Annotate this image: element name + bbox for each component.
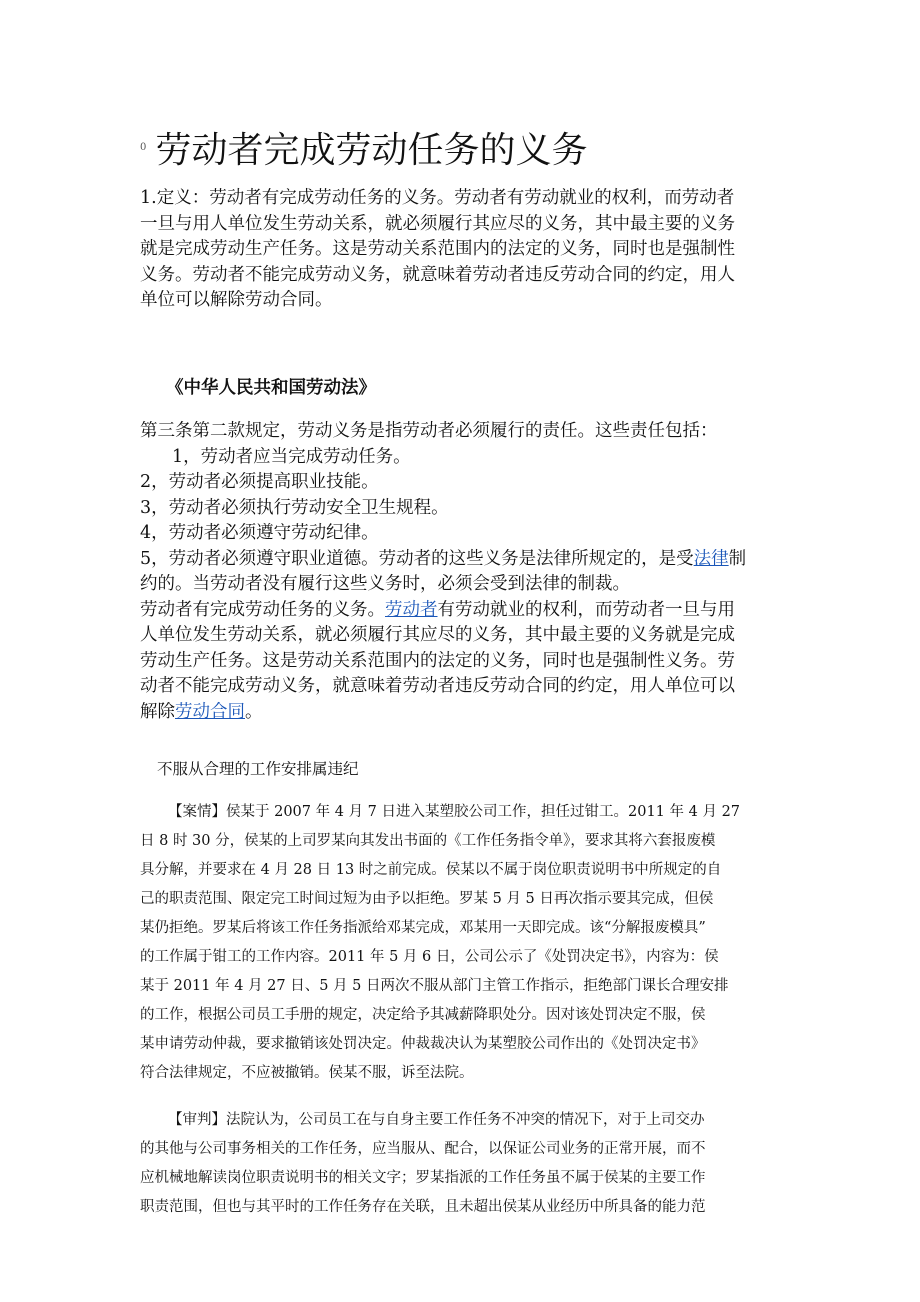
text-run: 解除 bbox=[140, 701, 175, 722]
text-run: 。 bbox=[245, 701, 263, 722]
heading-row bbox=[140, 122, 587, 173]
text-run: 劳动者有完成劳动任务的义务。 bbox=[140, 599, 385, 620]
text-line: 【审判】法院认为，公司员工在与自身主要工作任务不冲突的情况下，对于上司交办 bbox=[168, 1112, 705, 1128]
text-run: 5，劳动者必须遵守职业道德。劳动者的这些义务是法律所规定的，是受 bbox=[140, 548, 694, 569]
list-item: 1，劳动者应当完成劳动任务。 bbox=[172, 446, 411, 467]
case-facts-paragraph bbox=[140, 798, 780, 1088]
text-line: 己的职责范围、限定完工时间过短为由予以拒绝。罗某 5 月 5 日再次指示要其完成，但侯 bbox=[140, 891, 714, 907]
text-line: 应机械地解读岗位职责说明书的相关文字；罗某指派的工作任务虽不属于侯某的主要工作 bbox=[140, 1170, 706, 1186]
text-line bbox=[140, 598, 780, 624]
text-line: 某仍拒绝。罗某后将该工作任务指派给邓某完成，邓某用一天即完成。该“分解报废模具” bbox=[140, 920, 706, 936]
text-run: 有劳动就业的权利，而劳动者一旦与用 bbox=[437, 599, 735, 620]
law-section bbox=[140, 419, 780, 725]
list-item: 2，劳动者必须提高职业技能。 bbox=[140, 472, 379, 492]
text-line: 的工作属于钳工的工作内容。2011 年 5 月 6 日，公司公示了《处罚决定书》，内容为：侯 bbox=[140, 949, 719, 965]
text-line bbox=[140, 700, 780, 726]
list-item: 4，劳动者必须遵守劳动纪律。 bbox=[140, 523, 379, 543]
text-line: 就是完成劳动生产任务。这是劳动关系范围内的法定的义务，同时也是强制性 bbox=[140, 239, 735, 259]
text-line: 单位可以解除劳动合同。 bbox=[140, 290, 333, 310]
text-line: 【案情】侯某于 2007 年 4 月 7 日进入某塑胶公司工作，担任过钳工。2011 年 4 月 27 bbox=[168, 804, 741, 820]
text-line: 符合法律规定，不应被撤销。侯某不服，诉至法院。 bbox=[140, 1065, 474, 1081]
case-judgment-paragraph bbox=[140, 1106, 780, 1222]
text-line: 义务。劳动者不能完成劳动义务，就意味着劳动者违反劳动合同的约定，用人 bbox=[140, 264, 735, 285]
link-laborer[interactable]: 劳动者 bbox=[385, 599, 438, 620]
link-law[interactable]: 法律 bbox=[693, 548, 729, 569]
text-line: 的工作，根据公司员工手册的规定，决定给予其减薪降职处分。因对该处罚决定不服，侯 bbox=[140, 1007, 706, 1023]
text-line: 动者不能完成劳动义务，就意味着劳动者违反劳动合同的约定，用人单位可以 bbox=[140, 676, 735, 696]
text-line: 人单位发生劳动关系，就必须履行其应尽的义务，其中最主要的义务就是完成 bbox=[140, 625, 735, 645]
case-title: 不服从合理的工作安排属违纪 bbox=[157, 760, 359, 778]
text-line: 1.定义：劳动者有完成劳动任务的义务。劳动者有劳动就业的权利，而劳动者 bbox=[140, 188, 735, 208]
text-line: 某于 2011 年 4 月 27 日、5 月 5 日两次不服从部门主管工作指示，拒绝部门课长合理安排 bbox=[140, 978, 729, 994]
page-title: 劳动者完成劳动任务的义务 bbox=[155, 130, 588, 171]
text-line: 一旦与用人单位发生劳动关系，就必须履行其应尽的义务，其中最主要的义务 bbox=[140, 213, 735, 234]
text-line: 劳动生产任务。这是劳动关系范围内的法定的义务，同时也是强制性义务。劳 bbox=[140, 650, 735, 671]
text-line: 具分解，并要求在 4 月 28 日 13 时之前完成。侯某以不属于岗位职责说明书中所规定的自 bbox=[140, 862, 722, 878]
link-labor-contract[interactable]: 劳动合同 bbox=[175, 701, 245, 722]
list-item bbox=[140, 547, 780, 573]
text-line: 某申请劳动仲裁，要求撤销该处罚决定。仲裁裁决认为某塑胶公司作出的《处罚决定书》 bbox=[140, 1036, 706, 1052]
text-line: 职责范围，但也与其平时的工作任务存在关联，且未超出侯某从业经历中所具备的能力范 bbox=[140, 1199, 706, 1215]
text-run: 制 bbox=[728, 548, 747, 569]
text-line: 约的。当劳动者没有履行这些义务时，必须会受到法律的制裁。 bbox=[140, 574, 630, 594]
law-title: 《中华人民共和国劳动法》 bbox=[166, 378, 376, 398]
heading-marker: 0 bbox=[140, 142, 147, 153]
text-line: 日 8 时 30 分，侯某的上司罗某向其发出书面的《工作任务指令单》，要求其将六套报废模 bbox=[140, 833, 716, 849]
list-item: 3，劳动者必须执行劳动安全卫生规程。 bbox=[140, 497, 449, 518]
definition-paragraph bbox=[140, 186, 780, 314]
law-intro: 第三条第二款规定，劳动义务是指劳动者必须履行的责任。这些责任包括： bbox=[140, 421, 718, 441]
text-line: 的其他与公司事务相关的工作任务，应当服从、配合，以保证公司业务的正常开展，而不 bbox=[140, 1141, 706, 1157]
